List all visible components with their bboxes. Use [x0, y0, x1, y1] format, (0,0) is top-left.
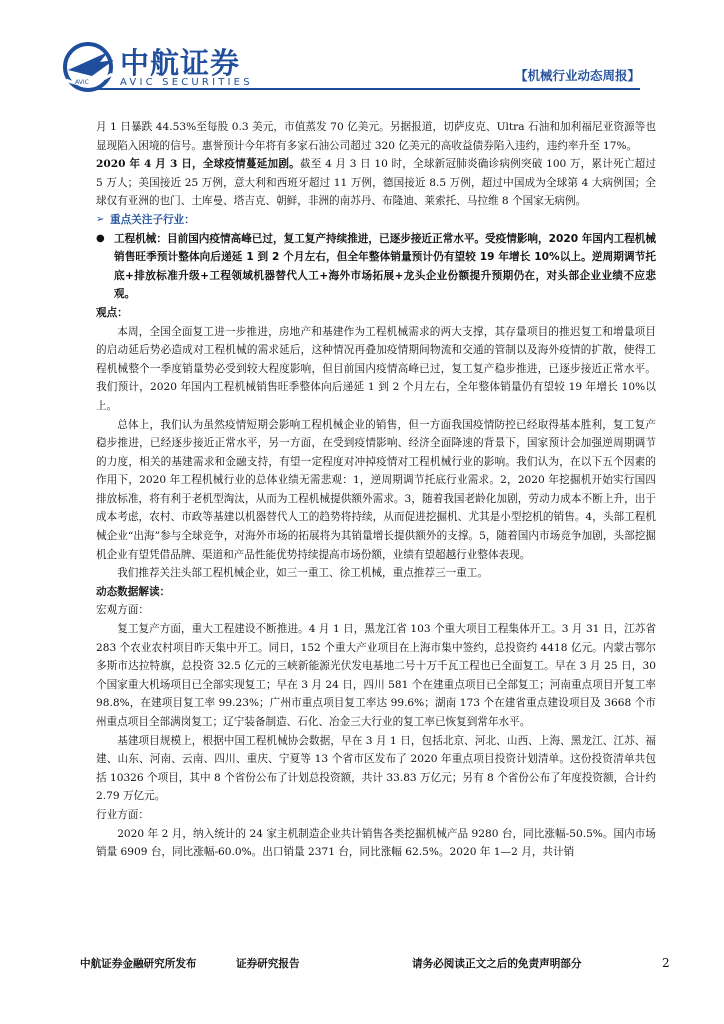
focus-subsector-heading: ➢ 重点关注子行业：	[96, 211, 656, 230]
paragraph-overall-view: 总体上，我们认为虽然疫情短期会影响工程机械企业的销售，但一方面我国疫情防控已经取得基本胜利，复工复产稳步推进，已经逐步接近正常水平，另一方面，在受到疫情影响、经济全面降速的背景下，国家预计会加强逆周期调节的力度，相关的基建需求和金融支持，有望一定程度对冲掉疫情对工程机械行业的影响。我们认为，在以下五个因素的作用下，2020 年工程机械行业的总体业绩无需悲观：1，逆周期调节托底行业需求。2，2020 年挖掘机开始实行国四排放标准，将有利于老机型淘汰，从而为工程机械提供额外需求。3，随着我国老龄化加剧，劳动力成本不断上升，出于成本考虑，农村、市政等基建以机器替代人工的趋势将持续，从而促进挖掘机、尤其是小型挖机的销售。4，头部工程机械企业“出海”参与全球竞争，对海外市场的拓展将为其销量增长提供额外的支撑。5，随着国内市场竞争加剧，头部挖掘机企业有望凭借品牌、渠道和产品性能优势持续提高市场份额，业绩有望超越行业整体表现。	[96, 418, 656, 561]
views-heading: 观点：	[96, 306, 128, 319]
page-footer	[80, 956, 670, 976]
arrow-bullet-icon: ➢	[96, 213, 105, 225]
bullet-text: 工程机械：目前国内疫情高峰已过，复工复产持续推进，已逐步接近正常水平。受疫情影响，2020 年国内工程机械销售旺季预计整体向后递延 1 到 2 个月左右，但全年整体销量预计仍有望较 19 年增长 10%以上。逆周期调节托底+排放标准升级+工程领域机器替代人工+海外市场拓展+龙头企业份额提升预期仍在，对头部企业业绩不应悲观。	[114, 232, 656, 301]
bullet-construction-machinery	[96, 230, 656, 304]
paragraph-infrastructure: 基建项目规模上，根据中国工程机械协会数据，早在 3 月 1 日，包括北京、河北、山西、上海、黑龙江、江苏、福建、山东、河南、云南、四川、重庆、宁夏等 13 个省市区发布了 2020 年重点项目投资计划清单。这份投资清单共包括 10326 个项目，其中 8 个省份公布了计划总投资额，共计 33.83 万亿元；另有 8 个省份公布了年度投资额，合计约 2.79 万亿元。	[96, 734, 656, 803]
epidemic-detail: 截至 4 月 3 日 10 时，全球新冠肺炎确诊病例突破 100 万，累计死亡超过 5 万人；美国接近 25 万例，意大利和西班牙超过 11 万例，德国接近 8.5 万例，超过中国成为全球第 4 大病例国；全球仅有亚洲的也门、土库曼、塔吉克、朝鲜，非洲的南苏丹、布隆迪、莱索托、马拉维 8 个国家无病例。	[96, 158, 656, 208]
logo-english-name: AVIC SECURITIES	[120, 77, 253, 88]
paragraph-excavator-sales: 2020 年 2 月，纳入统计的 24 家主机制造企业共计销售各类挖掘机械产品 9280 台，同比涨幅-50.5%。国内市场销量 6909 台，同比涨幅-60.0%。出口销量 2371 台，同比涨幅 62.5%。2020 年 1—2 月，共计销	[96, 827, 656, 859]
logo-chinese-name: 中航证券	[120, 46, 241, 80]
industry-label: 行业方面：	[96, 808, 149, 821]
epidemic-lead: 2020 年 4 月 3 日，全球疫情蔓延加剧。	[96, 158, 300, 171]
footer-report-type: 证券研究报告	[236, 958, 300, 970]
header-divider	[84, 88, 640, 90]
report-type-label: 【机械行业动态周报】	[514, 68, 640, 83]
dot-bullet-icon: ●	[96, 232, 105, 244]
page-number: 2	[662, 956, 670, 970]
avic-logo	[62, 40, 262, 92]
avic-emblem-icon	[62, 40, 118, 92]
logo-mark-text: AVIC	[75, 79, 89, 86]
macro-label: 宏观方面：	[96, 604, 149, 617]
report-body	[96, 118, 656, 862]
footer-publisher: 中航证券金融研究所发布	[80, 958, 197, 970]
data-interpretation-heading: 动态数据解读：	[96, 585, 171, 598]
paragraph-resumption: 复工复产方面，重大工程建设不断推进。4 月 1 日，黑龙江省 103 个重大项目工程集体开工。3 月 31 日，江苏省 283 个农业农村项目昨天集中开工。同日，152 个重大产业项目在上海市集中签约，总投资约 4418 亿元。内蒙古鄂尔多斯市达拉特旗，总投资 32.5 亿元的三峡新能源光伏发电基地二号十万千瓦工程也已全面复工。早在 3 月 25 日，30 个国家重大机场项目已全部实现复工；早在 3 月 24 日，四川 581 个在建重点项目已全部复工；河南重点项目开复工率 98.8%，在建项目复工率 99.23%；广州市重点项目复工率达 99.6%；湖南 173 个在建省重点建设项目及 3668 个市州重点项目全部满岗复工；辽宁装备制造、石化、冶金三大行业的复工率已恢复到常年水平。	[96, 623, 656, 728]
paragraph-weekly-view: 本周，全国全面复工进一步推进，房地产和基建作为工程机械需求的两大支撑，其存量项目的推迟复工和增量项目的启动延后势必造成对工程机械的需求延后，这种情况再叠加疫情期间物流和交通的管制以及海外疫情的扩散，使得工程机械整个一季度销量势必受到较大程度影响，但目前国内疫情高峰已过，复工复产稳步推进，已逐步接近正常水平。我们预计，2020 年国内工程机械销售旺季整体向后递延 1 到 2 个月左右，全年整体销量仍有望较 19 年增长 10%以上。	[96, 325, 656, 412]
paragraph-global-epidemic	[96, 155, 656, 211]
footer-disclaimer: 请务必阅读正文之后的免责声明部分	[412, 958, 582, 970]
page-header	[0, 0, 724, 100]
paragraph-oil-default: 月 1 日暴跌 44.53%至每股 0.3 美元，市值蒸发 70 亿美元。另据报道，切萨皮克、Ultra 石油和加利福尼亚资源等也显现陷入困境的信号。惠誉预计今年将有多家石油公司超过 320 亿美元的高收益债券陷入违约，违约率升至 17%。	[96, 121, 656, 152]
paragraph-recommendation: 我们推荐关注头部工程机械企业，如三一重工、徐工机械，重点推荐三一重工。	[117, 567, 488, 580]
